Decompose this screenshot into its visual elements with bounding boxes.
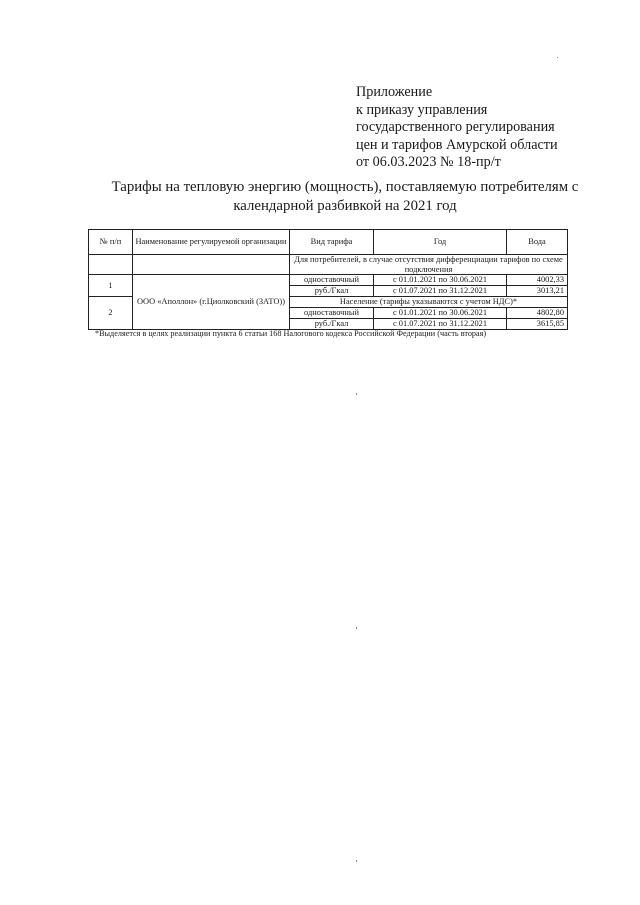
appendix-line-3: государственного регулирования [356,119,555,136]
water-value: 4802,80 [507,308,568,319]
tariff-type: одноставочный [290,275,374,286]
table-header-row [89,230,568,255]
org-name: ООО «Аполлон» (г.Циолковский (ЗАТО)) [133,275,290,330]
water-value: 3013,21 [507,286,568,297]
period: с 01.07.2021 по 31.12.2021 [374,319,507,330]
tariff-table [88,229,568,330]
empty-cell [89,255,133,275]
tariff-type: одноставочный [290,308,374,319]
document-title [100,178,590,215]
row-number-1: 1 [89,275,133,297]
appendix-block [356,84,626,172]
appendix-line-5: от 06.03.2023 № 18-пр/т [356,154,501,171]
period: с 01.01.2021 по 30.06.2021 [374,275,507,286]
section-label-1: Для потребителей, в случае отсутствия дифференциации тарифов по схеме подключения [290,255,568,275]
footnote: *Выделяется в целях реализации пункта 6 статьи 168 Налогового кодекса Российской Федерации (часть вторая) [95,329,487,338]
period: с 01.01.2021 по 30.06.2021 [374,308,507,319]
empty-cell [133,255,290,275]
title-line-2: календарной разбивкой на 2021 год [233,197,457,214]
appendix-line-2: к приказу управления [356,101,488,118]
header-year: Год [374,230,507,255]
section-label-2: Население (тарифы указываются с учетом НДС)* [290,297,568,308]
section-row-1 [89,255,568,275]
scan-speck [356,627,357,629]
row-number-2: 2 [89,297,133,330]
header-water: Вода [507,230,568,255]
scan-speck [557,57,558,58]
period: с 01.07.2021 по 31.12.2021 [374,286,507,297]
tariff-unit: руб./Гкал [290,319,374,330]
water-value: 4002,33 [507,275,568,286]
appendix-line-4: цен и тарифов Амурской области [356,136,558,153]
tariff-unit: руб./Гкал [290,286,374,297]
title-line-1: Тарифы на тепловую энергию (мощность), поставляемую потребителям с [111,179,579,195]
header-type: Вид тарифа [290,230,374,255]
header-num: № п/п [89,230,133,255]
scan-speck [356,393,357,395]
water-value: 3615,85 [507,319,568,330]
appendix-line-1: Приложение [356,84,433,100]
table-row [89,275,568,286]
header-org: Наименование регулируемой организации [133,230,290,255]
scan-speck [356,860,357,862]
